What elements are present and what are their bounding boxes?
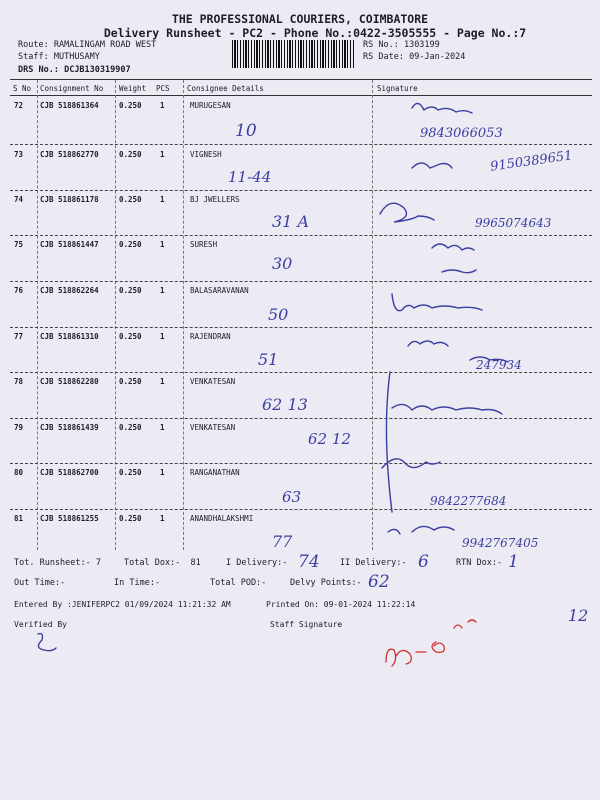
- row-consignee: BJ JWELLERS: [190, 195, 240, 204]
- handwritten-phone: 9942767405: [462, 536, 539, 550]
- staff-signature-label: Staff Signature: [270, 620, 343, 629]
- handwritten-phone: 9965074643: [475, 216, 552, 230]
- row-weight: 0.250: [119, 377, 142, 386]
- first-delivery-value: 74: [298, 552, 320, 572]
- row-pcs: 1: [160, 423, 165, 432]
- header-weight: Weight: [119, 84, 147, 93]
- out-time: Out Time:-: [14, 578, 66, 588]
- row-pcs: 1: [160, 286, 165, 295]
- signature-stroke: [382, 459, 440, 468]
- row-consignment: CJB 518861439: [40, 423, 99, 432]
- rs-date-value: 09-Jan-2024: [409, 52, 466, 62]
- row-pcs: 1: [160, 101, 165, 110]
- handwritten-address: 11-44: [228, 168, 272, 186]
- row-weight: 0.250: [119, 423, 142, 432]
- signature-stroke: [38, 634, 56, 651]
- total-pod: Total POD:-: [210, 578, 267, 588]
- handwritten-address: 30: [272, 254, 293, 273]
- row-pcs: 1: [160, 377, 165, 386]
- header-sno: S No: [13, 84, 32, 93]
- handwritten-address: 50: [268, 305, 289, 324]
- row-consignee: VIGNESH: [190, 150, 222, 159]
- column-divider: [37, 80, 38, 550]
- delivery-points: Delvy Points:-: [290, 578, 362, 588]
- signature-stroke: [412, 103, 472, 113]
- row-weight: 0.250: [119, 332, 142, 341]
- row-consignment: CJB 518861364: [40, 101, 99, 110]
- rs-date-line: RS Date: 09-Jan-2024: [363, 52, 466, 62]
- row-sno: 72: [14, 101, 24, 110]
- row-consignment: CJB 518862700: [40, 468, 99, 477]
- entered-by: Entered By :JENIFERPC2 01/09/2024 11:21:32 AM: [14, 600, 231, 609]
- second-delivery-value: 6: [418, 552, 429, 572]
- signature-scribbles: [372, 96, 592, 556]
- route-value: RAMALINGAM ROAD WEST: [53, 40, 157, 50]
- row-consignee: VENKATESAN: [190, 377, 236, 386]
- header-consignment: Consignment No: [40, 84, 104, 93]
- row-sno: 80: [14, 468, 24, 477]
- row-consignee: SURESH: [190, 240, 218, 249]
- row-weight: 0.250: [119, 286, 142, 295]
- row-consignee: MURUGESAN: [190, 101, 231, 110]
- route-line: Route: RAMALINGAM ROAD WEST: [18, 40, 157, 50]
- row-consignment: CJB 518862264: [40, 286, 99, 295]
- staff-line: Staff: MUTHUSAMY: [18, 52, 100, 62]
- row-sno: 77: [14, 332, 24, 341]
- signature-stroke: [388, 526, 454, 534]
- handwritten-phone: 9843066053: [420, 126, 503, 141]
- row-weight: 0.250: [119, 240, 142, 249]
- row-weight: 0.250: [119, 150, 142, 159]
- signature-stroke: [380, 203, 434, 222]
- second-delivery: II Delivery:-: [340, 558, 407, 568]
- row-weight: 0.250: [119, 101, 142, 110]
- row-consignment: CJB 518861447: [40, 240, 99, 249]
- column-divider: [115, 80, 116, 550]
- company-title: THE PROFESSIONAL COURIERS, COIMBATORE: [171, 12, 429, 26]
- handwritten-address: 51: [258, 350, 279, 369]
- verified-by-label: Verified By: [14, 620, 67, 629]
- drs-value: DCJB130319907: [64, 65, 131, 75]
- signature-stroke: [408, 341, 508, 362]
- header-pcs: PCS: [156, 84, 170, 93]
- row-consignment: CJB 518861310: [40, 332, 99, 341]
- row-sno: 76: [14, 286, 24, 295]
- row-consignment: CJB 518862770: [40, 150, 99, 159]
- row-consignee: VENKATESAN: [190, 423, 236, 432]
- handwritten-address: 10: [235, 121, 257, 141]
- row-consignment: CJB 518862280: [40, 377, 99, 386]
- row-sno: 74: [14, 195, 24, 204]
- row-sno: 73: [14, 150, 24, 159]
- row-consignee: RANGANATHAN: [190, 468, 240, 477]
- row-consignment: CJB 518861178: [40, 195, 99, 204]
- rtn-dox: RTN Dox:-: [456, 558, 503, 568]
- signature-stroke: [432, 244, 476, 273]
- column-divider: [183, 80, 184, 550]
- handwritten-phone: 247934: [476, 358, 522, 372]
- handwritten-address: 62 13: [262, 395, 308, 414]
- signature-stroke: [412, 163, 452, 168]
- handwritten-address: 31 A: [272, 212, 309, 231]
- header-consignee: Consignee Details: [187, 84, 264, 93]
- signature-stroke: [386, 372, 502, 512]
- barcode: [232, 40, 354, 68]
- row-consignment: CJB 518861255: [40, 514, 99, 523]
- staff-value: MUTHUSAMY: [53, 52, 100, 62]
- handwritten-phone: 9842277684: [430, 494, 507, 508]
- red-ink-mark: [382, 612, 492, 678]
- page-mark: 12: [568, 606, 589, 625]
- handwritten-phone: 9150389651: [489, 148, 574, 175]
- delivery-points-value: 62: [368, 572, 390, 592]
- row-consignee: BALASARAVANAN: [190, 286, 249, 295]
- row-sno: 78: [14, 377, 24, 386]
- table-top-rule: [10, 79, 592, 80]
- handwritten-address: 62 12: [308, 430, 351, 448]
- handwritten-address: 63: [282, 488, 302, 506]
- signature-stroke: [432, 620, 476, 652]
- runsheet-subtitle: Delivery Runsheet - PC2 - Phone No.:0422-3505555 - Page No.:7: [103, 26, 527, 40]
- row-weight: 0.250: [119, 195, 142, 204]
- row-sno: 79: [14, 423, 24, 432]
- rtn-dox-value: 1: [508, 552, 519, 572]
- row-consignee: RAJENDRAN: [190, 332, 231, 341]
- signature-stroke: [392, 294, 482, 311]
- rs-no-line: RS No.: 1303199: [363, 40, 440, 50]
- drs-line: DRS No.: DCJB130319907: [18, 65, 131, 75]
- row-pcs: 1: [160, 150, 165, 159]
- total-runsheet: Tot. Runsheet:- 7: [14, 558, 102, 568]
- total-dox: Total Dox:- 81: [124, 558, 201, 568]
- first-delivery: I Delivery:-: [226, 558, 288, 568]
- row-pcs: 1: [160, 195, 165, 204]
- rs-no-value: 1303199: [403, 40, 440, 50]
- row-pcs: 1: [160, 240, 165, 249]
- row-weight: 0.250: [119, 468, 142, 477]
- signature-stroke: [386, 649, 411, 666]
- in-time: In Time:-: [114, 578, 161, 588]
- row-weight: 0.250: [119, 514, 142, 523]
- header-signature: Signature: [377, 84, 418, 93]
- row-pcs: 1: [160, 514, 165, 523]
- handwritten-address: 77: [272, 532, 293, 551]
- row-consignee: ANANDHALAKSHMI: [190, 514, 254, 523]
- row-pcs: 1: [160, 468, 165, 477]
- row-pcs: 1: [160, 332, 165, 341]
- row-sno: 81: [14, 514, 24, 523]
- row-sno: 75: [14, 240, 24, 249]
- verifier-signature: [28, 630, 58, 656]
- printed-on: Printed On: 09-01-2024 11:22:14: [266, 600, 416, 609]
